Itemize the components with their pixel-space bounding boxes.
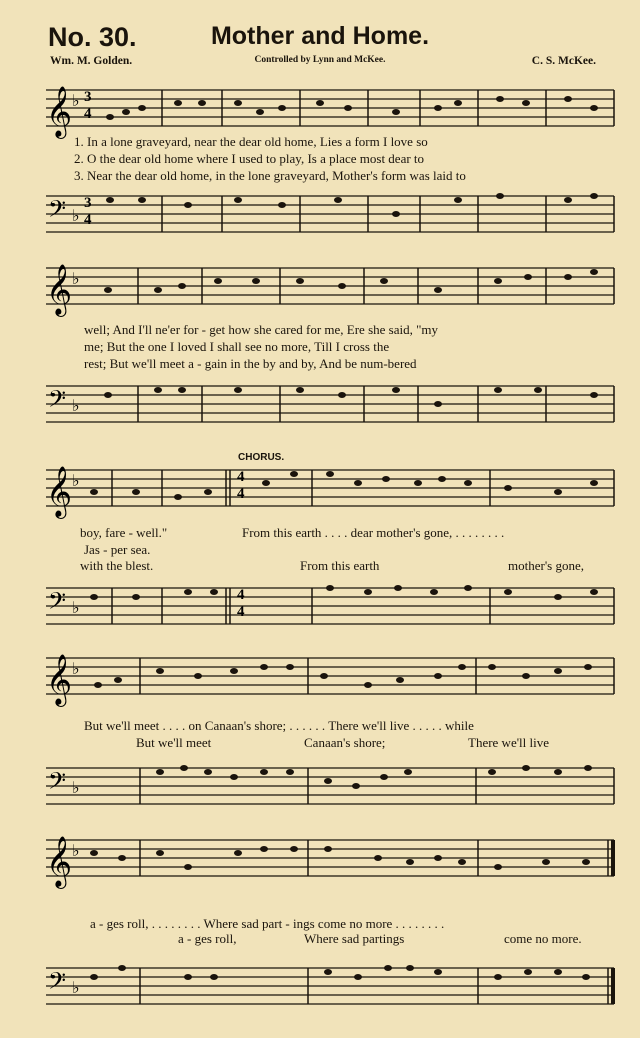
chorus-time-top: 4 — [237, 469, 245, 485]
staff-lines — [46, 90, 614, 126]
treble-staff-4 — [38, 648, 616, 708]
treble-clef-icon: 𝄞 — [46, 837, 73, 886]
lyric-line-s3-chorus1: From this earth . . . . dear mother's gone, . . . . . . . . — [242, 525, 505, 540]
bass-staff-4 — [38, 758, 616, 816]
lyric-line-s5-d: come no more. — [504, 931, 582, 946]
lyric-line-s3-a: boy, fare - well." — [80, 525, 168, 540]
bass-staff-2 — [38, 376, 616, 434]
hymn-number: No. 30. — [48, 22, 137, 52]
bass-time-bottom: 4 — [84, 212, 92, 228]
bass-staff-1 — [38, 186, 616, 242]
chorus-time-bottom: 4 — [237, 486, 245, 502]
lyricist-credit: Wm. M. Golden. — [50, 55, 133, 67]
bass-staff-3 — [38, 578, 616, 636]
chorus-label: CHORUS. — [238, 452, 285, 463]
lyric-line-s2-v3: rest; But we'll meet a - gain in the by and by, And be num-bered — [84, 356, 417, 371]
time-signature-bottom: 4 — [84, 106, 92, 122]
flat-icon: ♭ — [72, 271, 80, 288]
bass-clef-icon: 𝄢 — [48, 197, 67, 228]
lyric-line-s5-a: a - ges roll, . . . . . . . . Where sad part - ings come no more . . . . . . . . — [90, 916, 445, 931]
lyric-line-s4-d: There we'll live — [468, 735, 550, 750]
flat-icon: ♭ — [72, 980, 80, 997]
lyric-line-s3-chorus2: From this earth — [300, 558, 380, 573]
bass-chorus-time-bottom: 4 — [237, 604, 245, 620]
flat-icon: ♭ — [72, 93, 80, 110]
final-barline — [611, 968, 615, 1004]
treble-clef-icon: 𝄞 — [46, 655, 73, 704]
lyric-line-s2-v1: well; And I'll ne'er for - get how she cared for me, Ere she said, "my — [84, 322, 439, 337]
lyric-line-s3-b: Jas - per sea. — [84, 542, 151, 557]
treble-clef-icon: 𝄞 — [46, 467, 73, 516]
lyric-line-s1-v3: 3. Near the dear old home, in the lone graveyard, Mother's form was laid to — [74, 168, 466, 183]
lyric-line-s4-c: Canaan's shore; — [304, 735, 386, 750]
treble-staff-5 — [38, 828, 616, 890]
final-barline — [611, 840, 615, 876]
treble-staff-3 — [38, 458, 616, 520]
lyric-line-s5-c: Where sad partings — [304, 931, 405, 946]
bass-time-top: 3 — [84, 195, 92, 211]
bass-clef-icon: 𝄢 — [48, 769, 67, 800]
treble-staff-2 — [38, 258, 616, 318]
time-signature-top: 3 — [84, 89, 92, 105]
lyric-line-s2-v2: me; But the one I loved I shall see no more, Till I cross the — [84, 339, 390, 354]
bass-chorus-time-top: 4 — [237, 587, 245, 603]
bass-clef-icon: 𝄢 — [48, 387, 67, 418]
flat-icon: ♭ — [72, 208, 80, 225]
flat-icon: ♭ — [72, 473, 80, 490]
flat-icon: ♭ — [72, 600, 80, 617]
lyric-line-s4-b: But we'll meet — [136, 735, 212, 750]
bass-clef-icon: 𝄢 — [48, 969, 67, 1000]
flat-icon: ♭ — [72, 843, 80, 860]
treble-clef-icon: 𝄞 — [46, 87, 73, 136]
lyric-line-s3-c: with the blest. — [80, 558, 154, 573]
lyric-line-s3-chorus3: mother's gone, — [508, 558, 584, 573]
flat-icon: ♭ — [72, 780, 80, 797]
copyright-credit: Controlled by Lynn and McKee. — [254, 55, 386, 65]
bass-staff-5 — [38, 956, 616, 1020]
flat-icon: ♭ — [72, 661, 80, 678]
treble-clef-icon: 𝄞 — [46, 265, 73, 314]
composer-credit: C. S. McKee. — [531, 55, 596, 67]
lyric-line-s4-a: But we'll meet . . . . on Canaan's shore; . . . . . . There we'll live . . . . . while — [84, 718, 474, 733]
flat-icon: ♭ — [72, 398, 80, 415]
lyric-line-s5-b: a - ges roll, — [178, 931, 237, 946]
lyric-line-s1-v1: 1. In a lone graveyard, near the dear old home, Lies a form I love so — [74, 134, 428, 149]
treble-staff-1 — [38, 80, 616, 140]
lyric-line-s1-v2: 2. O the dear old home where I used to play, Is a place most dear to — [74, 151, 425, 166]
bass-clef-icon: 𝄢 — [48, 589, 67, 620]
hymn-title: Mother and Home. — [210, 22, 430, 50]
